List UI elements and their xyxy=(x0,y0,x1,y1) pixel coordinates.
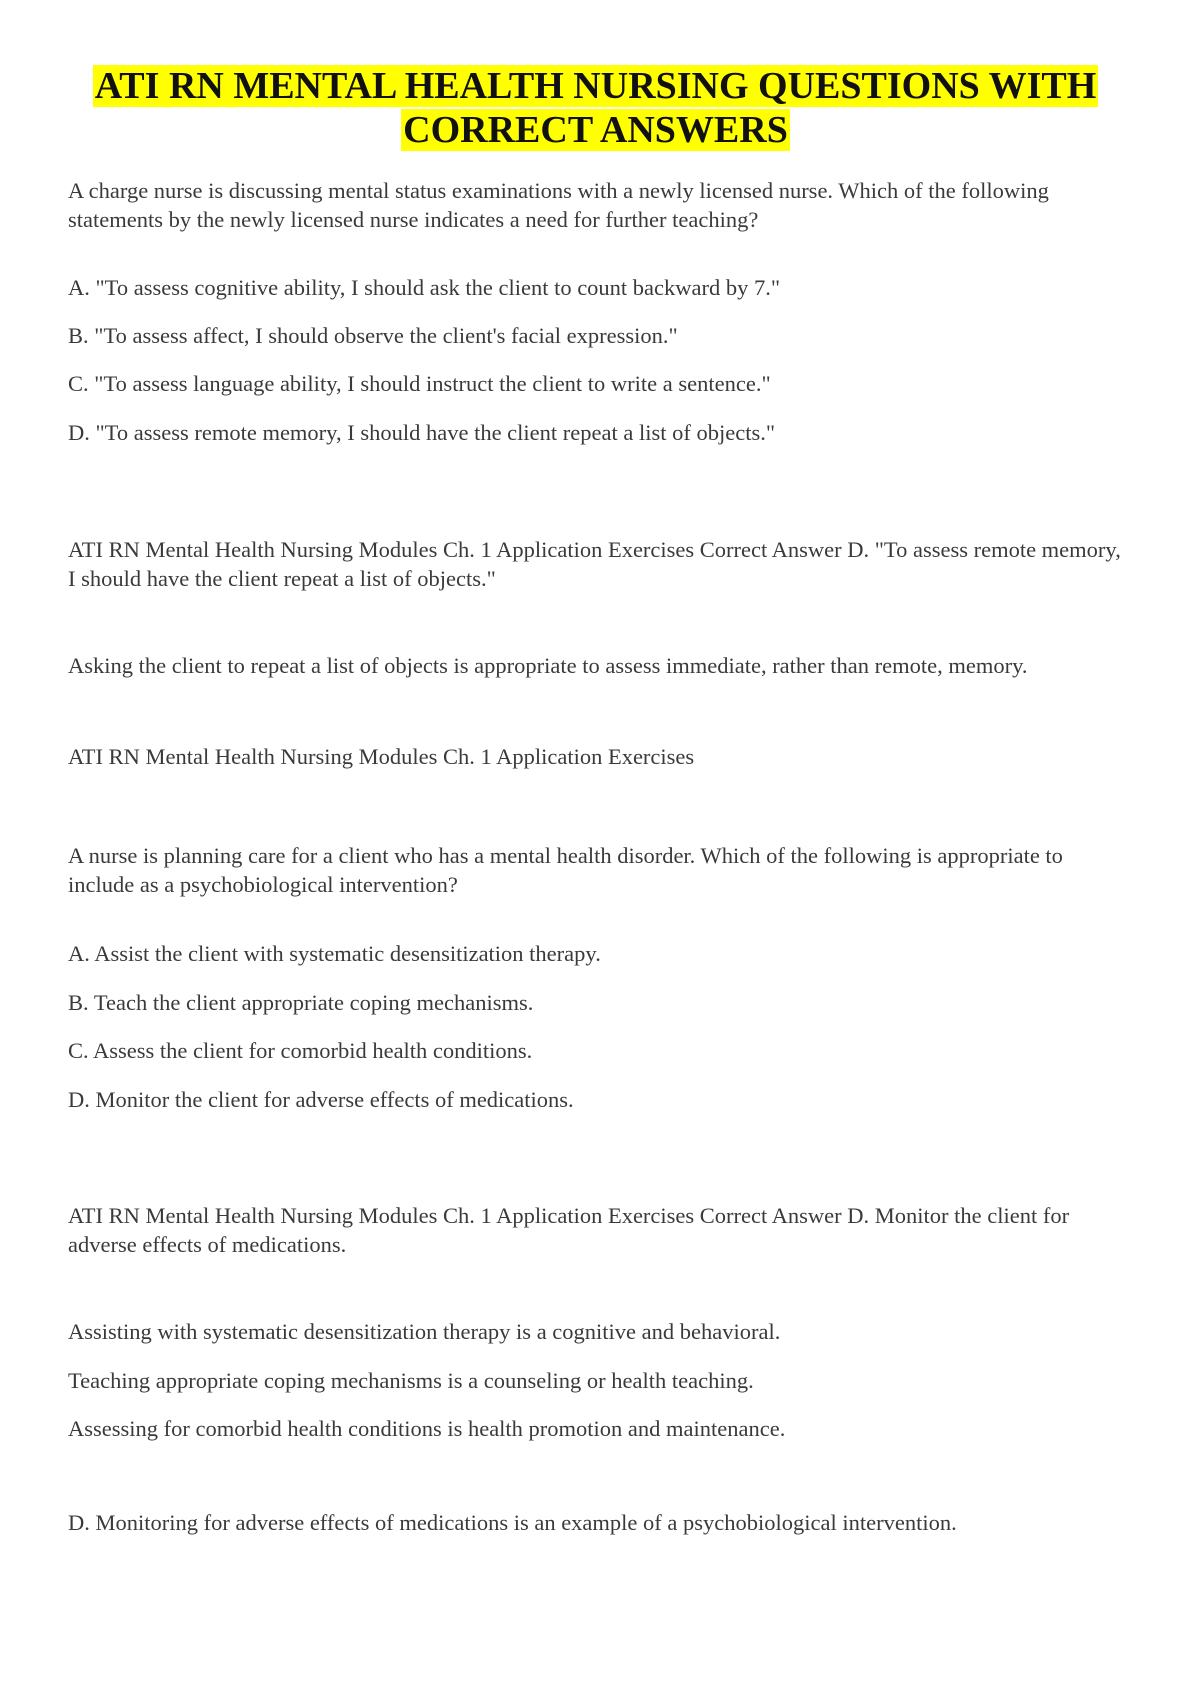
question-2-rationale-1: Assisting with systematic desensitization therapy is a cognitive and behavioral. xyxy=(68,1319,781,1344)
question-2-option-c: C. Assess the client for comorbid health conditions. xyxy=(68,1038,533,1063)
question-2-option-a: A. Assist the client with systematic desensitization therapy. xyxy=(68,941,601,966)
question-1-option-c: C. "To assess language ability, I should instruct the client to write a sentence." xyxy=(68,371,771,396)
title-line-2: CORRECT ANSWERS xyxy=(403,109,788,151)
question-2-answer: ATI RN Mental Health Nursing Modules Ch. 1 Application Exercises Correct Answer D. Monitor the client for adverse effects of medications. xyxy=(68,1203,1070,1257)
question-1-option-a: A. "To assess cognitive ability, I should ask the client to count backward by 7." xyxy=(68,275,781,300)
question-2-rationale-3: Assessing for comorbid health conditions is health promotion and maintenance. xyxy=(68,1416,786,1441)
question-1-text: A charge nurse is discussing mental status examinations with a newly licensed nurse. Which of the following statements by the newly licensed nurse indicates a need for further teaching? xyxy=(68,178,1049,232)
question-1-rationale: Asking the client to repeat a list of objects is appropriate to assess immediate, rather than remote, memory. xyxy=(68,653,1028,678)
question-2-final-rationale: D. Monitoring for adverse effects of medications is an example of a psychobiological intervention. xyxy=(68,1510,957,1535)
question-1-option-d: D. "To assess remote memory, I should have the client repeat a list of objects." xyxy=(68,420,776,445)
question-1-option-b: B. "To assess affect, I should observe the client's facial expression." xyxy=(68,323,678,348)
document-title xyxy=(60,64,1131,152)
question-2-rationale-2: Teaching appropriate coping mechanisms is a counseling or health teaching. xyxy=(68,1368,754,1393)
question-2-text: A nurse is planning care for a client who has a mental health disorder. Which of the following is appropriate to include as a psychobiological intervention? xyxy=(68,843,1063,897)
question-1-source: ATI RN Mental Health Nursing Modules Ch. 1 Application Exercises xyxy=(68,744,695,769)
question-2-option-d: D. Monitor the client for adverse effects of medications. xyxy=(68,1087,574,1112)
question-1-answer: ATI RN Mental Health Nursing Modules Ch. 1 Application Exercises Correct Answer D. "To assess remote memory, I should have the client repeat a list of objects." xyxy=(68,537,1121,591)
question-2-option-b: B. Teach the client appropriate coping mechanisms. xyxy=(68,990,534,1015)
title-line-1: ATI RN MENTAL HEALTH NURSING QUESTIONS WITH xyxy=(94,65,1097,107)
